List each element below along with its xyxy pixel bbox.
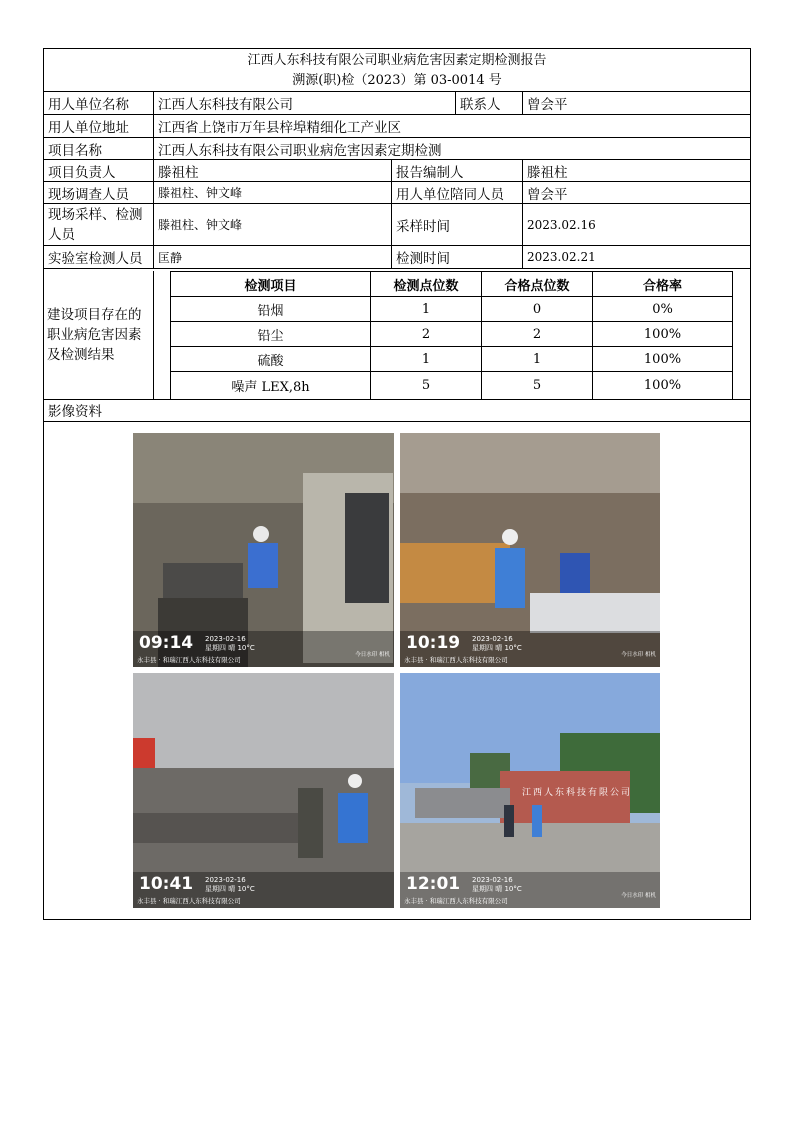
sampling-time-value: 2023.02.16 <box>527 217 596 232</box>
compiler-label: 报告编制人 <box>392 160 523 181</box>
accompany-label: 用人单位陪同人员 <box>392 182 523 203</box>
photo-2-location: 永丰县 · 和瑞江西人东科技有限公司 <box>404 656 508 664</box>
cell-points: 1 <box>371 347 482 372</box>
sampler-value: 滕祖柱、钟文峰 <box>154 204 392 245</box>
cell-item: 硫酸 <box>171 347 371 372</box>
lab-value: 匡静 <box>154 246 392 268</box>
cell-qualified: 0 <box>482 297 593 322</box>
table-row <box>171 347 733 372</box>
row-project <box>44 138 750 160</box>
photo-4-date: 2023-02-16 <box>472 876 513 884</box>
accompany-value: 曾会平 <box>527 186 568 203</box>
address-label: 用人单位地址 <box>44 115 154 137</box>
results-table <box>170 271 733 400</box>
photo-3-meta <box>205 876 255 894</box>
report-title <box>44 49 750 92</box>
employer-value: 江西人东科技有限公司 <box>154 92 456 114</box>
cell-rate: 100% <box>593 322 733 347</box>
photo-1-stamp <box>137 633 255 664</box>
test-time-value: 2023.02.21 <box>527 250 596 264</box>
leader-label: 项目负责人 <box>44 160 154 181</box>
title-line-1: 江西人东科技有限公司职业病危害因素定期检测报告 <box>247 53 547 68</box>
photo-1-art <box>133 433 394 667</box>
photo-4-stamp <box>404 874 522 905</box>
cell-qualified: 5 <box>482 372 593 400</box>
row-lab <box>44 246 750 269</box>
row-images <box>44 399 750 422</box>
row-address <box>44 115 750 138</box>
site-photo-4 <box>400 673 660 908</box>
photo-3-weather: 星期四 晴 10°C <box>205 885 255 893</box>
images-label: 影像资料 <box>48 404 102 420</box>
test-time-label: 检测时间 <box>392 246 523 268</box>
row-investigator <box>44 182 750 204</box>
lab-label: 实验室检测人员 <box>44 246 154 268</box>
photo-1-weather: 星期四 晴 10°C <box>205 644 255 652</box>
photo-3-date: 2023-02-16 <box>205 876 246 884</box>
compiler-value: 滕祖柱 <box>527 164 568 181</box>
cell-rate: 0% <box>593 297 733 322</box>
photo-2-stamp <box>404 633 522 664</box>
contact-label: 联系人 <box>456 92 523 114</box>
photo-4-weather: 星期四 晴 10°C <box>472 885 522 893</box>
cell-rate: 100% <box>593 347 733 372</box>
cell-item: 噪声 LEX,8h <box>171 372 371 400</box>
table-row <box>171 297 733 322</box>
results-label: 建设项目存在的职业病危害因素及检测结果 <box>44 271 154 399</box>
photo-2-art <box>400 433 660 667</box>
photo-1-date: 2023-02-16 <box>205 635 246 643</box>
photo-4-time: 12:01 <box>406 874 461 894</box>
photo-2-time: 10:19 <box>406 633 461 653</box>
gate-sign: 江西人东科技有限公司 <box>522 788 633 798</box>
cell-item: 铅尘 <box>171 322 371 347</box>
photo-4-watermark: 今日水印 相机 <box>621 893 656 899</box>
report-frame <box>43 48 751 920</box>
photo-3-location: 永丰县 · 和瑞江西人东科技有限公司 <box>137 897 241 905</box>
photo-4-meta <box>472 876 522 894</box>
project-label: 项目名称 <box>44 138 154 159</box>
photo-1-watermark: 今日水印 相机 <box>355 652 390 658</box>
results-header-row <box>171 272 733 297</box>
cell-qualified: 1 <box>482 347 593 372</box>
header-rate: 合格率 <box>593 272 733 297</box>
photo-2-meta <box>472 635 522 653</box>
investigator-value: 滕祖柱、钟文峰 <box>154 182 392 203</box>
cell-qualified: 2 <box>482 322 593 347</box>
contact-value: 曾会平 <box>527 97 568 113</box>
photo-4-location: 永丰县 · 和瑞江西人东科技有限公司 <box>404 897 508 905</box>
table-row <box>171 322 733 347</box>
photo-2-watermark: 今日水印 相机 <box>621 652 656 658</box>
photo-2-weather: 星期四 晴 10°C <box>472 644 522 652</box>
cell-points: 2 <box>371 322 482 347</box>
photo-1-location: 永丰县 · 和瑞江西人东科技有限公司 <box>137 656 241 664</box>
photo-1-time: 09:14 <box>139 633 194 653</box>
photo-3-art <box>133 673 394 908</box>
sampling-time-label: 采样时间 <box>392 204 523 245</box>
investigator-label: 现场调查人员 <box>44 182 154 203</box>
sampler-label: 现场采样、检测人员 <box>44 204 154 245</box>
row-sampler <box>44 204 750 246</box>
site-photo-1 <box>133 433 394 667</box>
photo-3-stamp <box>137 874 255 905</box>
header-points: 检测点位数 <box>371 272 482 297</box>
title-line-2: 溯源(职)检（2023）第 03-0014 号 <box>292 73 502 88</box>
cell-item: 铅烟 <box>171 297 371 322</box>
cell-points: 5 <box>371 372 482 400</box>
table-row <box>171 372 733 400</box>
project-value: 江西人东科技有限公司职业病危害因素定期检测 <box>158 142 442 159</box>
photo-1-meta <box>205 635 255 653</box>
employer-label: 用人单位名称 <box>44 92 154 114</box>
site-photo-3 <box>133 673 394 908</box>
row-leader <box>44 160 750 182</box>
cell-rate: 100% <box>593 372 733 400</box>
cell-points: 1 <box>371 297 482 322</box>
row-employer <box>44 92 750 115</box>
leader-value: 滕祖柱 <box>154 160 392 181</box>
site-photo-2 <box>400 433 660 667</box>
photo-3-time: 10:41 <box>139 874 194 894</box>
photo-2-date: 2023-02-16 <box>472 635 513 643</box>
address-value: 江西省上饶市万年县梓埠精细化工产业区 <box>158 120 401 136</box>
header-item: 检测项目 <box>171 272 371 297</box>
header-qualified: 合格点位数 <box>482 272 593 297</box>
